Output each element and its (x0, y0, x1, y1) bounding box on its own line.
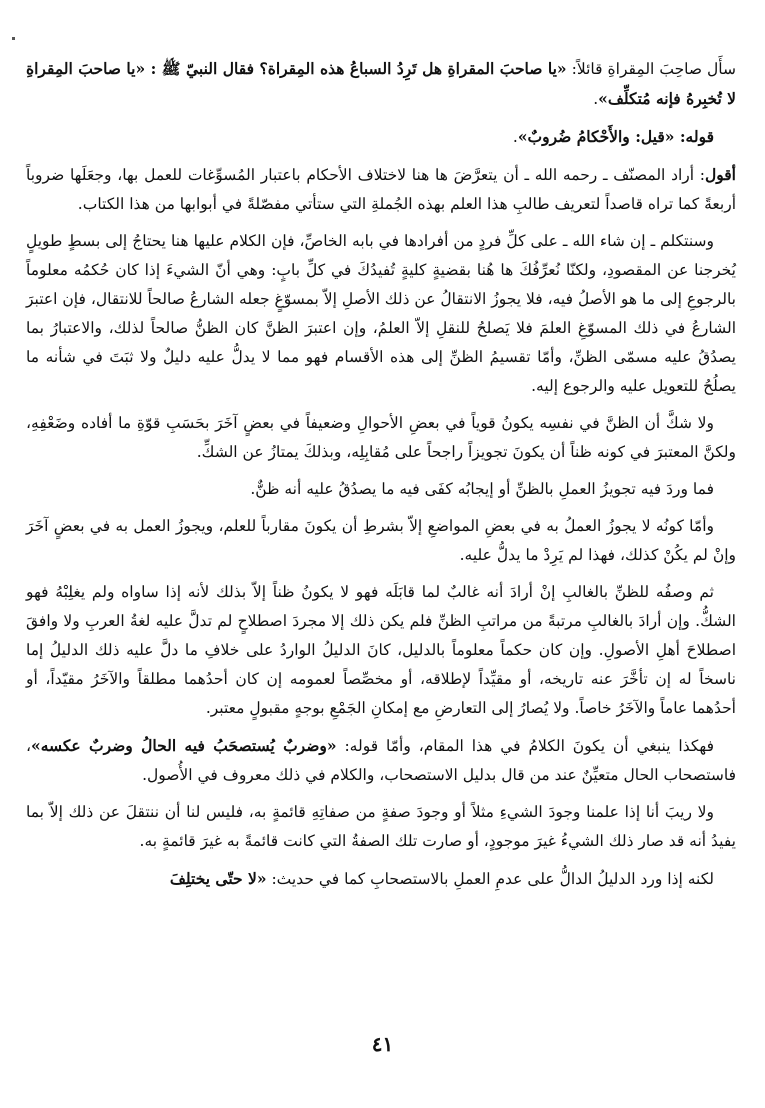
commentary-label: أقول (705, 165, 736, 184)
text-run: : أراد المصنّف ـ رحمه الله ـ أن يتعرَّضَ ها هنا لاختلاف الأحكام باعتبار المُسوِّغات للعمل بها، وجعَلَها ضروباً أربعةً كما تراه قاصداً لتعريف طالبِ هذا العلم بهذه الجُملةِ التي ستأتي مفصّلةً في أبوابها من هذا الكتاب. (26, 166, 736, 213)
paragraph-istishab (26, 731, 736, 790)
matn-quote: قوله: «قيل: والأَحْكامُ ضُروبٌ» (517, 127, 714, 146)
text-run: . (593, 90, 599, 108)
paragraph-general-rule (26, 227, 736, 401)
text-run: ثم وصفُه للظنِّ بالغالبِ إنْ أرادَ أنه غالبٌ لما قابَلَه فهو لا يكونُ ظناً إلاّ بذلك لأنه إذا ساواه ولم يغلِبْهُ فهو الشكُّ. وإن أرادَ بالغالبِ مرتبةً من مراتبِ الظنِّ فلم يكن ذلك إلا مجردَ اصطلاحٍ لم تدلَّ عليه لغةُ العربِ ولا وافقَ اصطلاحَ أهلِ الأصولِ. وإن كان حكماً معلوماً بالدليل، كانَ الدليلُ الواردُ على خلافِ ما دلَّ عليه ذلك الدليلُ إما ناسخاً له إن تأخَّرَ عنه تاريخه، أو مقيِّداً لإطلاقه، أو مخصِّصاً لعمومه إن كان أحدُهما مطلقاً والآخَرُ مقيّداً، أو أحدُهما عاماً والآخَرُ خاصاً. ولا يُصارُ إلى التعارضِ مع إمكانِ الجَمْعِ بوجهٍ مقبولٍ معتبر. (26, 583, 736, 717)
paragraph-zann-sufficient (26, 475, 736, 504)
text-run: ولا ريبَ أنا إذا علمنا وجودَ الشيءِ مثلاً أو وجودَ صفةٍ من صفاتِهِ قائمةٍ به، فليس لنا أن ننتقلَ عن ذلك إلاّ بما يفيدُ أنه قد صار ذلك الشيءُ غيرَ موجودٍ، أو صارت تلك الصفةُ التي كانت قائمةً به غيرَ قائمةٍ به. (26, 803, 736, 850)
text-run: فما وردَ فيه تجويزُ العملِ بالظنِّ أو إيجابُه كفَى فيه ما يصدُقُ عليه أنه ظنٌّ. (250, 480, 714, 498)
paragraph-ghalib (26, 578, 736, 723)
text-run: سأَل صاحِبَ المِقراةِ قائلاً: (566, 60, 737, 78)
text-run: وأمّا كونُه لا يجوزُ العملُ به في بعضِ المواضعِ إلاّ بشرطِ أن يكونَ مقارباً للعلم، ويجوزُ العمل به في بعضٍ آخَرَ وإنْ لم يكُنْ كذلك، فهذا لم يَرِدْ ما يدلُّ عليه. (26, 517, 736, 564)
text-run: لكنه إذا ورد الدليلُ الدالُّ على عدمِ العملِ بالاستصحابِ كما في حديث: (266, 870, 714, 888)
text-run: فهكذا ينبغي أن يكونَ الكلامُ في هذا المقام، وأمّا قوله: (336, 737, 714, 755)
paragraph-commentary-intro (26, 160, 736, 219)
text-run: وسنتكلم ـ إن شاء الله ـ على كلِّ فردٍ من أفرادها في بابه الخاصِّ، فإن الكلام عليها هنا يحتاجُ إلى بسطٍ طويلٍ يُخرجنا عن المقصودِ، ولكنّا نُعرِّفُكَ ها هُنا بقضيةٍ كليةٍ تُفيدُكَ في كلِّ بابٍ: وهي أنّ الشيءَ إذا كان حُكمُه معلوماً بالرجوعِ إلى ما هو الأصلُ فيه، فلا يجوزُ الانتقالُ عن ذلك الأصلِ إلاّ بمسوّغٍ جعله الشارعُ صالحاً للانتقال، فإن اعتبرَ الشارعُ في ذلك المسوّغِ العلمَ فلا يَصلحُ للنقلِ إلاّ العلمُ، وإن اعتبرَ الظنَّ كان الظنُّ صالحاً لذلك، والاعتبارُ بما يصدُقُ عليه مسمّى الظنِّ، وأمّا تقسيمُ الظنِّ إلى هذه الأقسام فهو مما لا يدلُّ عليه دليلٌ ولا ثبَتَ في شأنه ما يصلُحُ للتعويل عليه والرجوع إليه. (26, 232, 736, 395)
paragraph-conditions (26, 512, 736, 570)
paragraph-hadith-end (26, 54, 736, 114)
page-body (26, 54, 736, 902)
matn-quote: «وضربٌ يُستصحَبُ فيه الحالُ وضربٌ عكسه» (31, 736, 337, 755)
hadith-quote: «يا صاحبَ المقراةِ هل تَرِدُ السباعُ هذه المِقراة؟ فقال النبيّ ﷺ : «يا صاحبَ المِقراةِ لا تُخبِرهُ فإنه مُتكلِّف» (26, 59, 736, 108)
paragraph-existence (26, 798, 736, 856)
paragraph-matn-heading (26, 122, 736, 152)
margin-mark (12, 37, 15, 40)
page-number: ٤١ (371, 1032, 394, 1056)
text-run: ولا شكَّ أن الظنَّ في نفسِه يكونُ قوياً في بعضِ الأحوالِ وضعيفاً في بعضٍ آخَرَ بحَسَبِ قوّةِ ما أفاده وضَعْفِهِ، ولكنَّ المعتبرَ في كونه ظناً أن يكونَ تجويزاً راجحاً على مُقابِلِه، وبذلكَ يمتازُ عن الشكِّ. (26, 414, 736, 461)
text-run: ، فاستصحاب الحال متعيِّنٌ عند من قال بدليل الاستصحاب، والكلام في ذلك معروف في الأُصول. (26, 737, 736, 784)
text-run: . (512, 128, 518, 146)
paragraph-continuation (26, 864, 736, 894)
hadith-quote: «لا حتّى يختلِفَ (169, 869, 267, 888)
paragraph-zann-strength (26, 409, 736, 467)
